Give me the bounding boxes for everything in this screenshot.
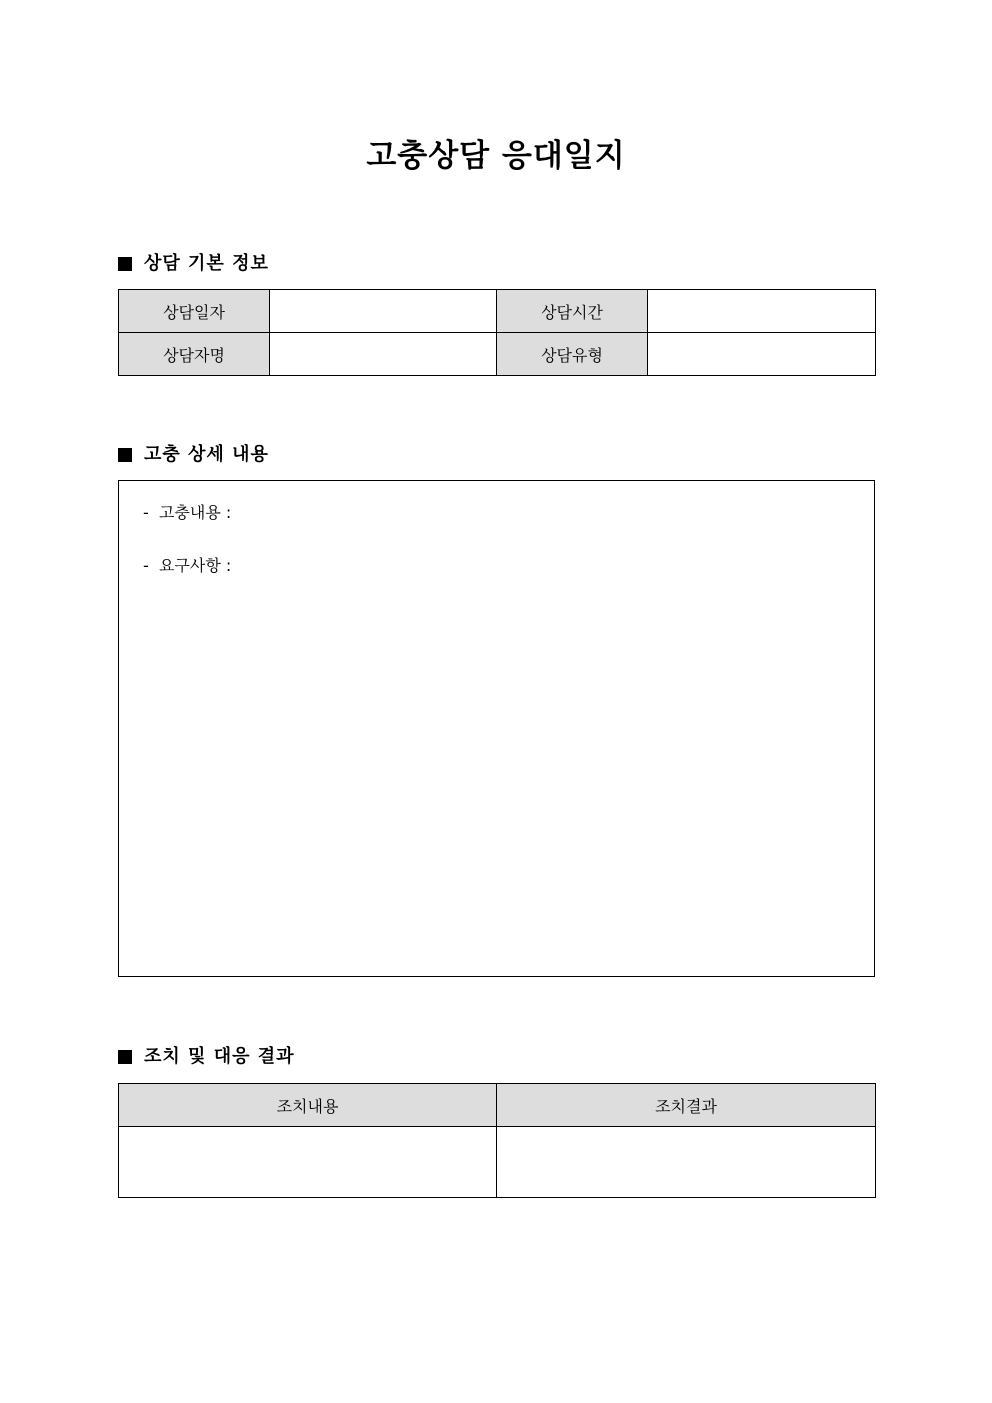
consult-time-field[interactable]	[648, 290, 876, 333]
section-heading-label: 조치 및 대응 결과	[144, 1046, 295, 1067]
section-heading-label: 고충 상세 내용	[144, 444, 269, 465]
section-heading-basic-info	[118, 251, 269, 277]
grievance-detail-box[interactable]	[118, 480, 875, 977]
request-line: - 요구사항 :	[143, 556, 232, 575]
table-row	[119, 1127, 876, 1198]
grievance-content-line: - 고충내용 :	[143, 503, 232, 522]
consult-date-label: 상담일자	[119, 290, 270, 333]
table-row	[119, 1084, 876, 1127]
action-result-table	[118, 1083, 876, 1198]
consult-date-field[interactable]	[270, 290, 497, 333]
black-square-icon	[118, 448, 132, 462]
section-heading-details	[118, 442, 269, 468]
consultant-name-label: 상담자명	[119, 333, 270, 376]
action-content-field[interactable]	[119, 1127, 497, 1198]
consult-type-field[interactable]	[648, 333, 876, 376]
table-row	[119, 290, 876, 333]
black-square-icon	[118, 1050, 132, 1064]
action-result-field[interactable]	[497, 1127, 876, 1198]
consult-type-label: 상담유형	[497, 333, 648, 376]
table-row	[119, 333, 876, 376]
section-heading-label: 상담 기본 정보	[144, 253, 269, 274]
action-content-header: 조치내용	[119, 1084, 497, 1127]
consultant-name-field[interactable]	[270, 333, 497, 376]
black-square-icon	[118, 257, 132, 271]
consult-time-label: 상담시간	[497, 290, 648, 333]
section-heading-actions	[118, 1044, 295, 1070]
document-title: 고충상담 응대일지	[366, 138, 626, 174]
action-result-header: 조치결과	[497, 1084, 876, 1127]
basic-info-table	[118, 289, 876, 376]
